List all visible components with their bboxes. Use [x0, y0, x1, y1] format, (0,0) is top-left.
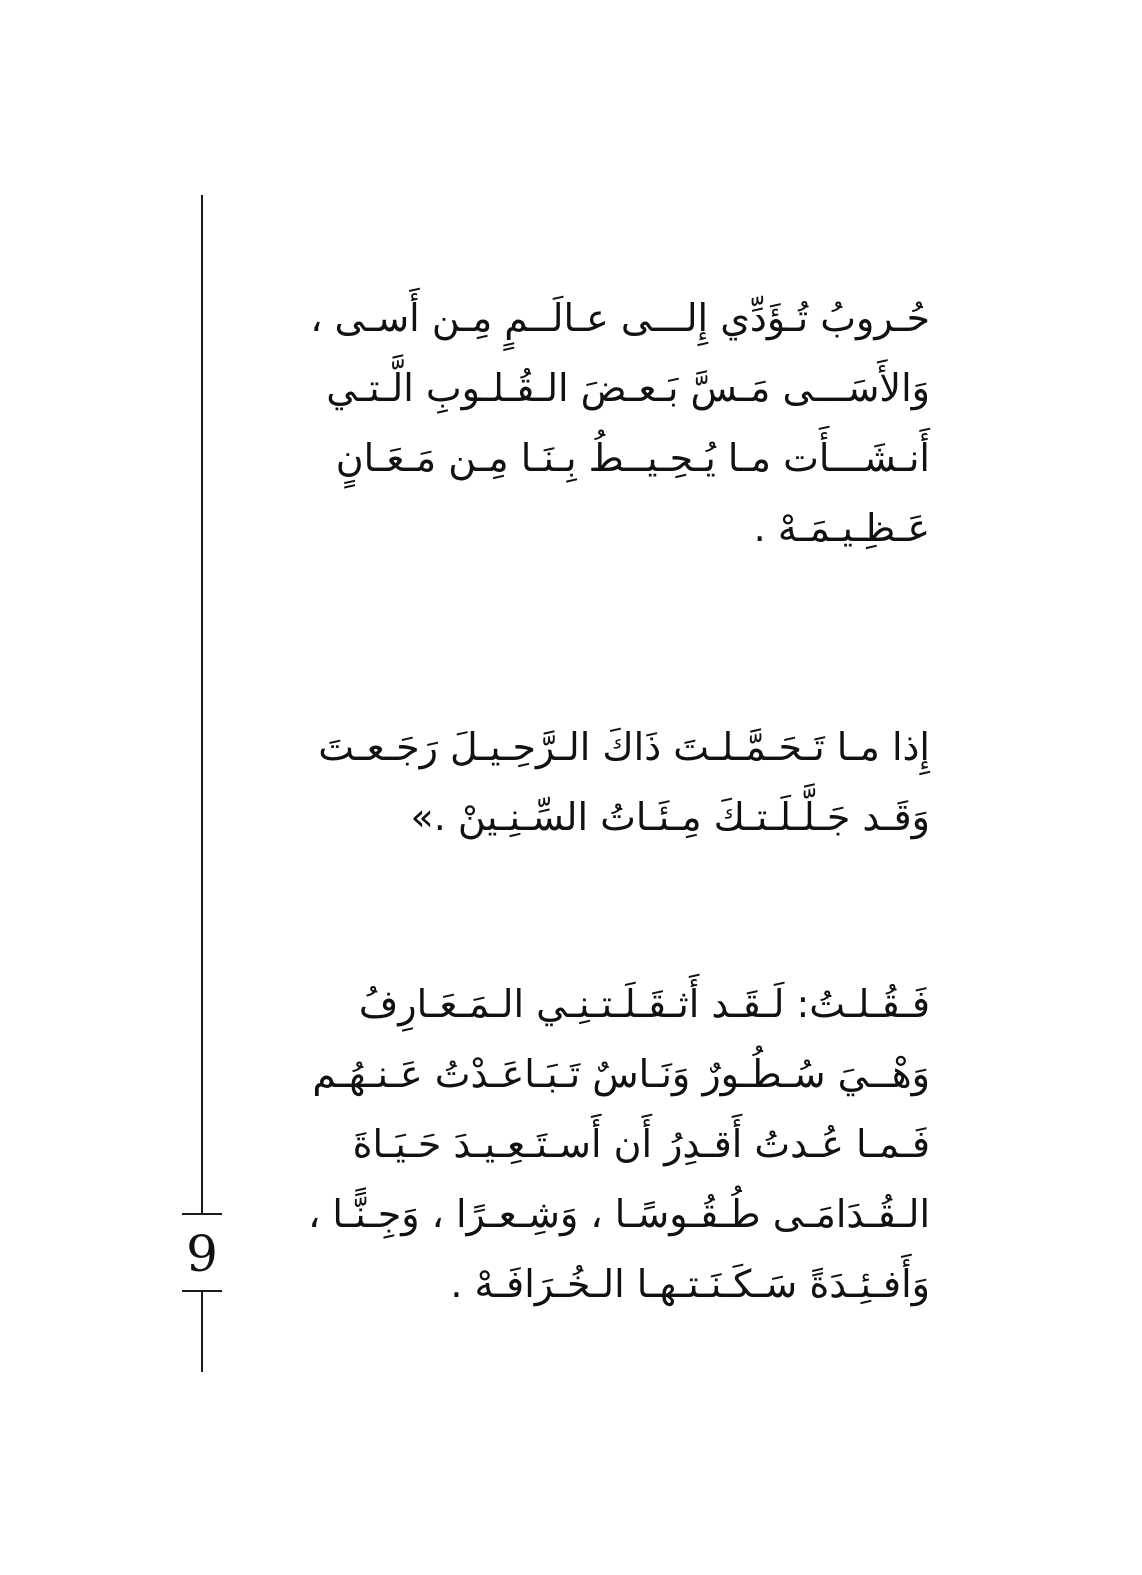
stanza-2 [290, 712, 930, 852]
poem-line: فَـمـا عُـدتُ أَقـدِرُ أَن أَسـتَـعِـيـدَ حَـيَـاةَ [352, 1122, 930, 1166]
poem-line: إِذا مـا تَـحَـمَّـلـتَ ذَاكَ الـرَّحِـيـلَ رَجَـعـتَ [318, 725, 930, 769]
margin-rule-top [201, 195, 203, 1213]
poem-line: فَـقُـلـتُ: لَـقَـد أَثـقَـلَـتـنِـي الـمَـعَـارِفُ [358, 982, 930, 1026]
poem-line: وَقَـد جَـلَّـلَـتـكَ مِـئَـاتُ السِّـنِـينْ .» [410, 795, 930, 839]
page-number: 9 [186, 1225, 218, 1283]
poem-line: وَأَفـئِـدَةً سَـكَـنَـتـهـا الـخُـرَافَـهْ . [450, 1262, 930, 1306]
poem-line: الـقُـدَامَـى طُـقُـوسًـا ، وَشِـعـرًا ، وَجِـنًّـا ، [308, 1192, 930, 1236]
poem-line: وَالأَسَـــى مَـسَّ بَـعـضَ الـقُـلـوبِ الَّـتـي [326, 366, 930, 410]
stanza-1 [290, 283, 930, 563]
page-number-tick-top [182, 1213, 222, 1215]
margin-rule-bottom [201, 1292, 203, 1372]
poem-line: أَنـشَـــأَت مـا يُـحِـيــطُ بِـنَـا مِـن مَـعَـانٍ [335, 436, 930, 480]
poem-line: حُـروبُ تُـؤَدِّي إِلـــى عـالَــمٍ مِـن أَسـى ، [310, 296, 930, 340]
poem-line: وَهْــيَ سُـطُـورٌ وَنَـاسٌ تَـبَـاعَـدْتُ عَـنـهُـم [312, 1052, 930, 1096]
stanza-3 [290, 969, 930, 1319]
poem-line: عَـظِـيـمَـهْ . [753, 506, 930, 550]
